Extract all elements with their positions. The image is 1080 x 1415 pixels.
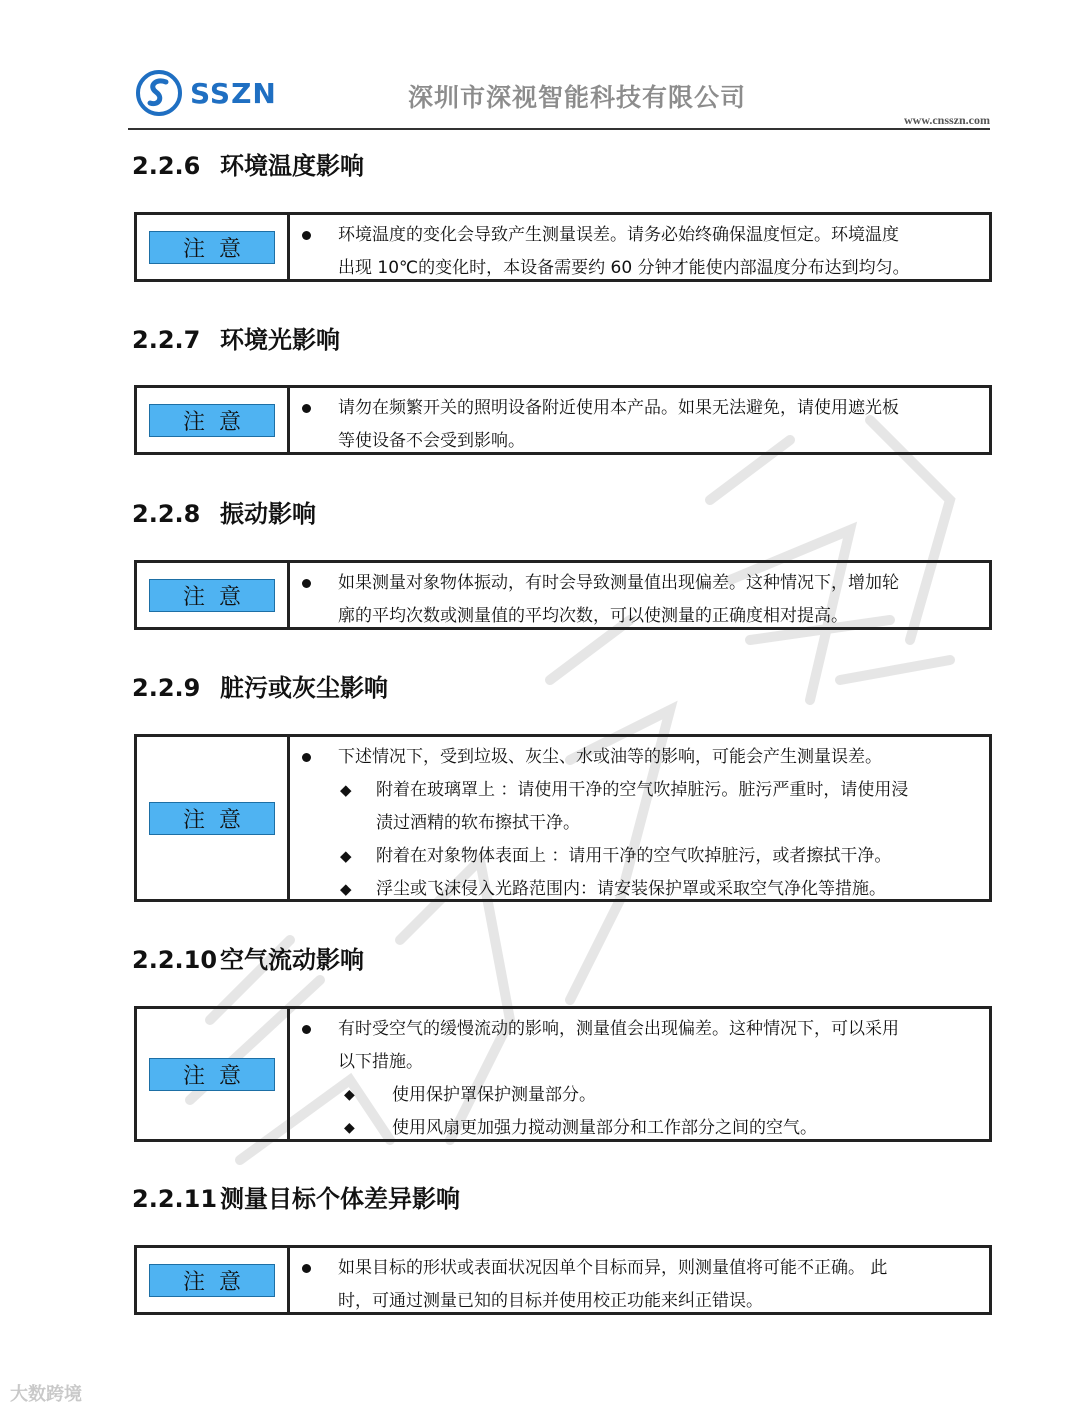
note-box-vibration: [134, 560, 992, 630]
note-text: 时，可通过测量已知的目标并使用校正功能来纠正错误。: [338, 1291, 763, 1311]
note-text: 如果目标的形状或表面状况因单个目标而异，则测量值将可能不正确。 此: [302, 1252, 979, 1285]
section-number: 2.2.10: [132, 946, 218, 974]
diamond-bullet-icon: ◆: [340, 847, 352, 865]
note-sub-item: ◆ 附着在玻璃罩上 ：请使用干净的空气吹掉脏污。脏污严重时，请使用浸: [302, 774, 979, 807]
note-box-air-flow: [134, 1006, 992, 1142]
note-text: 以下措施。: [338, 1052, 423, 1072]
section-heading-2-2-8: [132, 494, 316, 529]
note-text: 请勿在频繁开关的照明设备附近使用本产品。如果无法避免，请使用遮光板: [302, 392, 979, 425]
note-label: 注意: [149, 1264, 275, 1297]
section-title: 环境温度影响: [220, 152, 364, 180]
section-heading-2-2-7: [132, 320, 340, 355]
section-heading-2-2-10: [132, 940, 364, 975]
company-logo: [136, 70, 277, 116]
note-sub-item: ◆ 使用风扇更加强力搅动测量部分和工作部分之间的空气。: [302, 1112, 979, 1145]
note-sub-item: ◆ 使用保护罩保护测量部分。: [302, 1079, 979, 1112]
footer-watermark: 大数跨境: [10, 1384, 82, 1405]
header-divider: [128, 128, 990, 130]
note-label: 注意: [149, 1058, 275, 1091]
note-text: 环境温度的变化会导致产生测量误差。请务必始终确保温度恒定。环境温度: [302, 219, 979, 252]
website-url: www.cnsszn.com: [904, 113, 990, 127]
section-title: 空气流动影响: [220, 946, 364, 974]
note-box-ambient-light: [134, 385, 992, 455]
diamond-bullet-icon: ◆: [344, 1120, 355, 1136]
section-heading-2-2-11: [132, 1179, 460, 1214]
note-label: 注意: [149, 579, 275, 612]
note-box-dirt-dust: [134, 734, 992, 902]
diamond-bullet-icon: ◆: [340, 781, 352, 799]
logo-text: SSZN: [190, 76, 277, 110]
note-text: 渍过酒精的软布擦拭干净。: [376, 813, 580, 833]
note-sub-item: ◆ 浮尘或飞沫侵入光路范围内：请安装保护罩或采取空气净化等措施。: [302, 873, 979, 906]
sszn-logo-icon: [136, 70, 182, 116]
note-box-individual-difference: [134, 1245, 992, 1315]
section-title: 振动影响: [220, 500, 316, 528]
diamond-bullet-icon: ◆: [344, 1087, 355, 1103]
note-label: 注意: [149, 231, 275, 264]
note-text: 出现 10℃的变化时，本设备需要约 60 分钟才能使内部温度分布达到均匀。: [338, 258, 910, 278]
note-label: 注意: [149, 802, 275, 835]
company-name: 深圳市深视智能科技有限公司: [408, 83, 747, 112]
section-title: 测量目标个体差异影响: [220, 1185, 460, 1213]
section-number: 2.2.11: [132, 1185, 218, 1213]
note-text: 有时受空气的缓慢流动的影响，测量值会出现偏差。这种情况下，可以采用: [302, 1013, 979, 1046]
section-number: 2.2.9: [132, 674, 201, 702]
note-text: 如果测量对象物体振动，有时会导致测量值出现偏差。这种情况下，增加轮: [302, 567, 979, 600]
note-text: 廓的平均次数或测量值的平均次数，可以使测量的正确度相对提高。: [338, 606, 848, 626]
note-sub-item: ◆ 附着在对象物体表面上 ：请用干净的空气吹掉脏污，或者擦拭干净。: [302, 840, 979, 873]
section-title: 环境光影响: [220, 326, 340, 354]
section-heading-2-2-9: [132, 668, 388, 703]
section-number: 2.2.7: [132, 326, 201, 354]
section-number: 2.2.8: [132, 500, 201, 528]
diamond-bullet-icon: ◆: [340, 880, 352, 898]
note-box-temperature: [134, 212, 992, 282]
note-label: 注意: [149, 404, 275, 437]
note-text: 下述情况下，受到垃圾、灰尘、水或油等的影响，可能会产生测量误差。: [302, 741, 979, 774]
section-number: 2.2.6: [132, 152, 201, 180]
note-text: 等使设备不会受到影响。: [338, 431, 525, 451]
section-heading-2-2-6: [132, 146, 364, 181]
page-header: [0, 0, 1080, 132]
section-title: 脏污或灰尘影响: [220, 674, 388, 702]
